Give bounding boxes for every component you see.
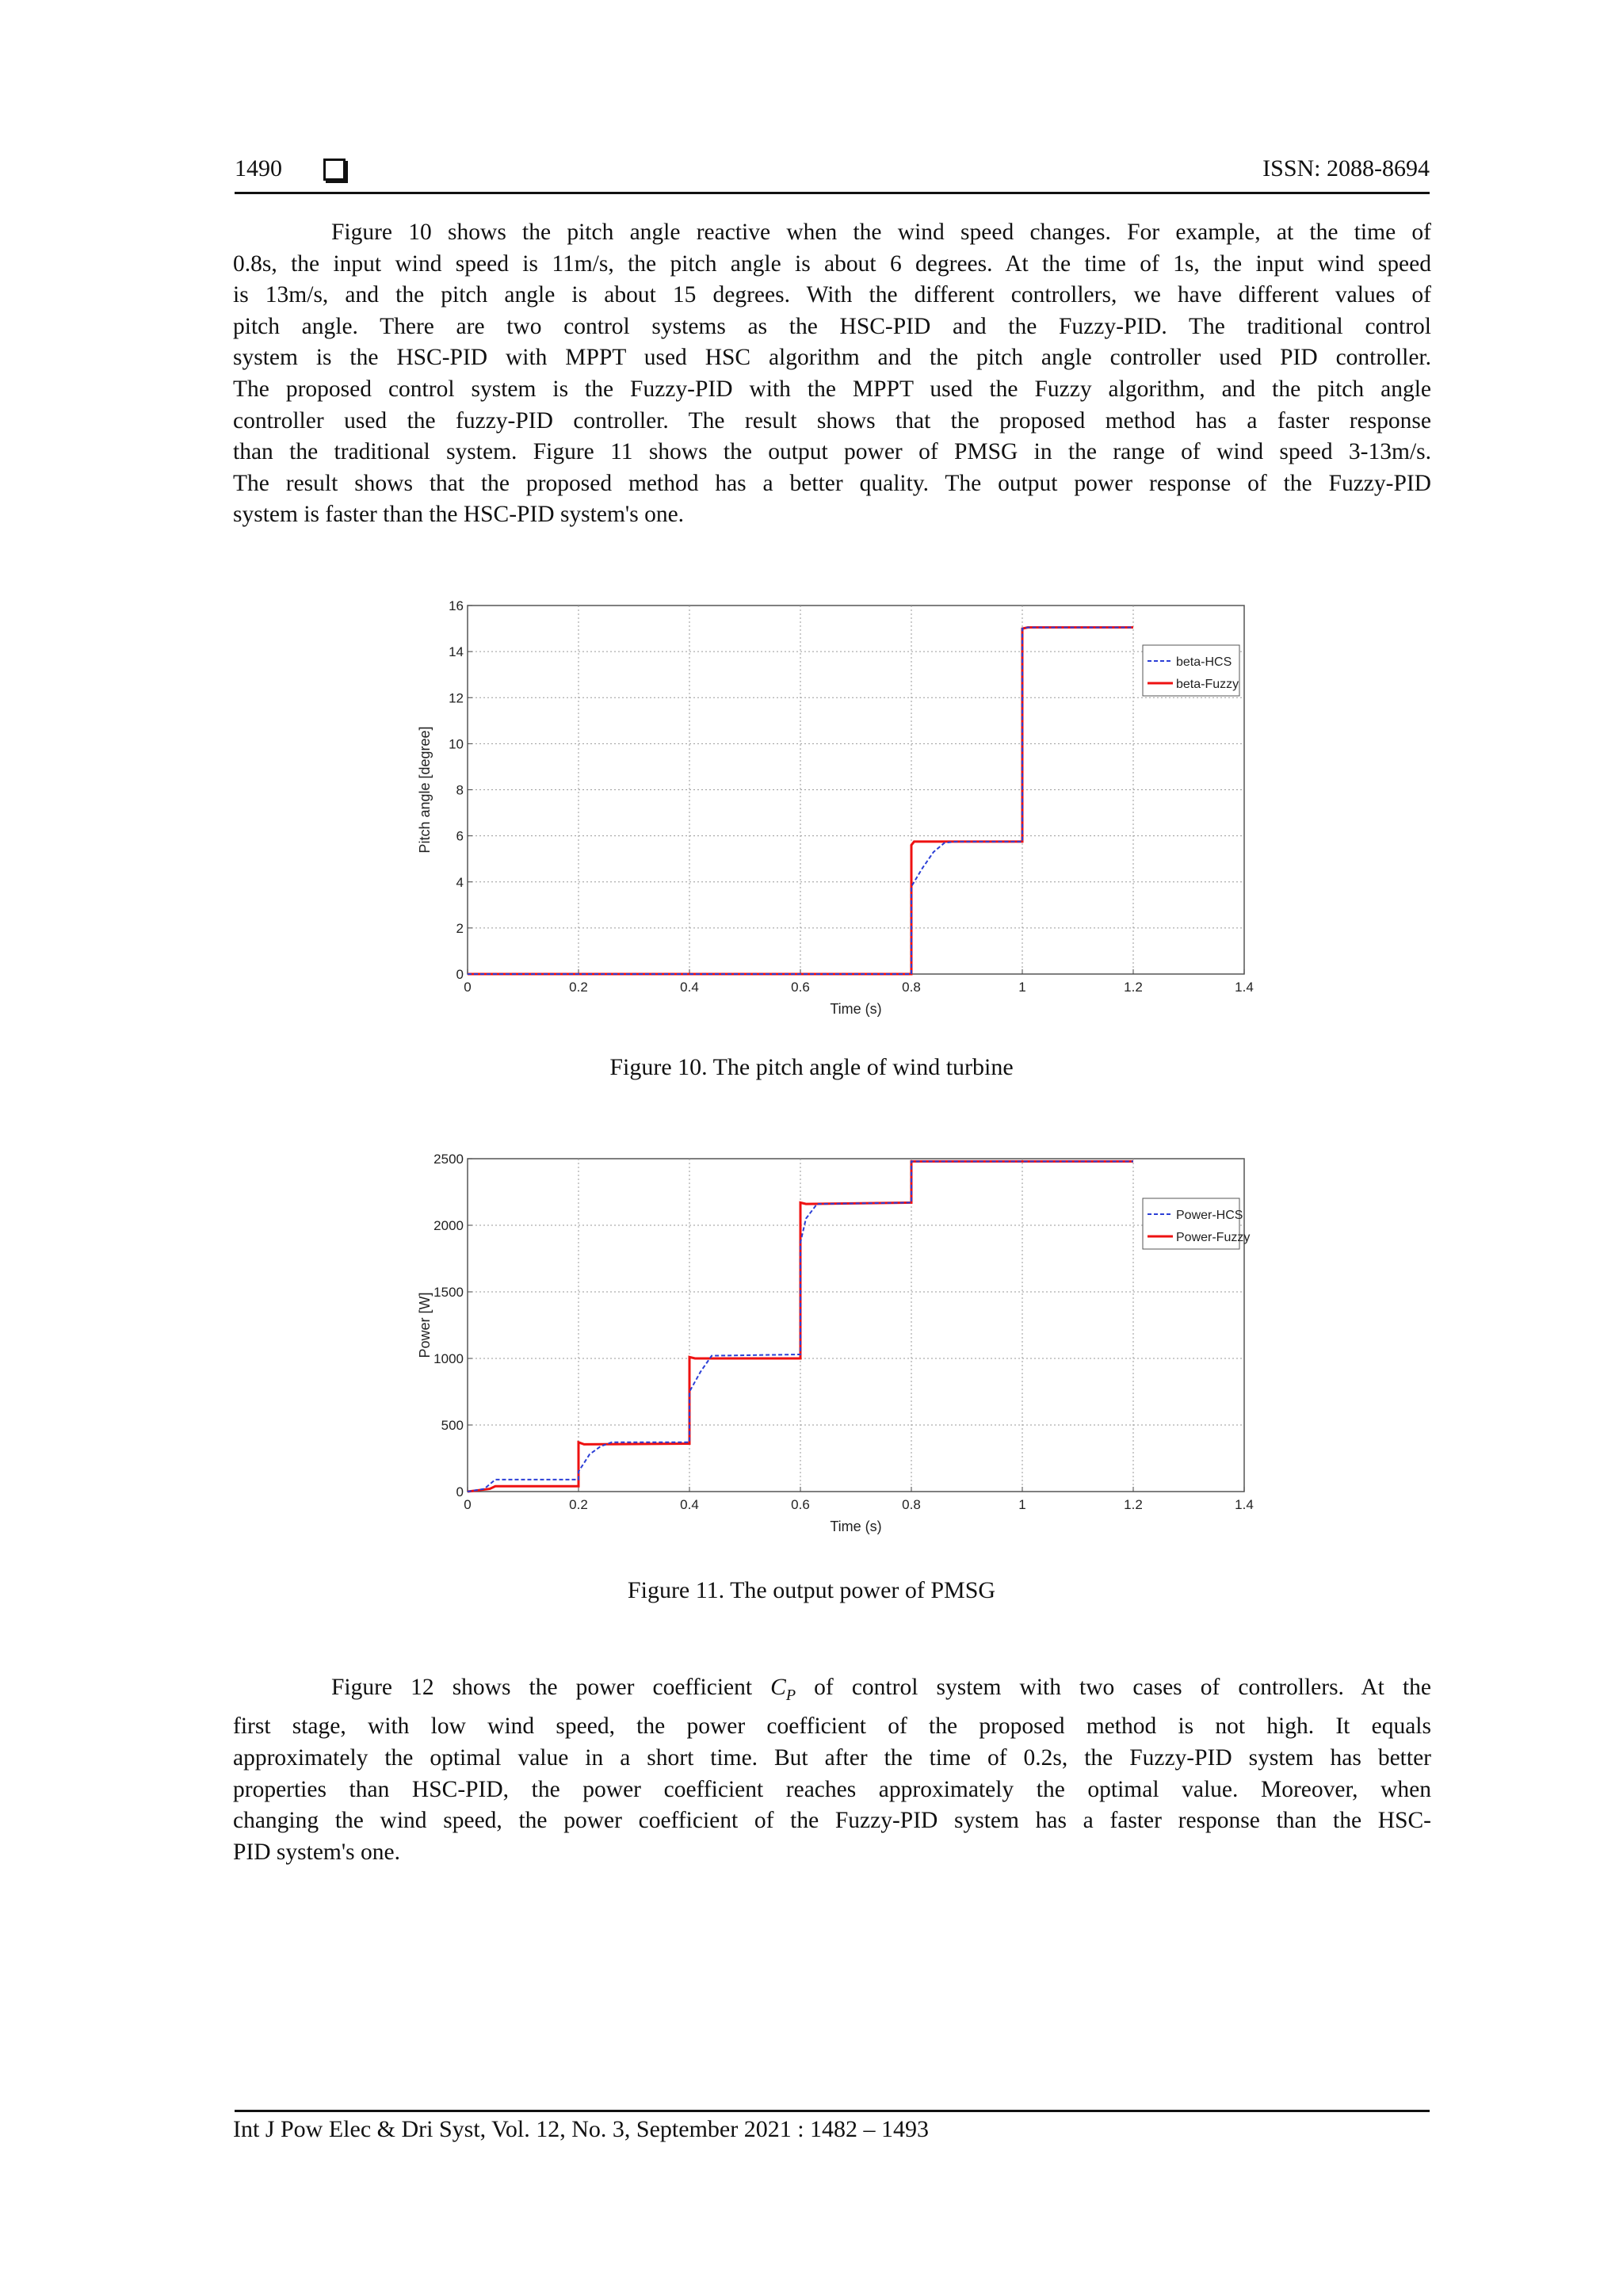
figure-10-chart	[412, 594, 1260, 1022]
figure-11-chart	[412, 1133, 1260, 1545]
y-tick-label: 6	[456, 828, 464, 844]
y-tick-label: 4	[456, 874, 464, 890]
x-tick-label: 0.2	[569, 1497, 588, 1512]
legend-label: beta-HCS	[1176, 655, 1232, 669]
x-tick-label: 0.2	[569, 980, 588, 995]
y-tick-label: 1500	[433, 1285, 464, 1300]
chart-legend	[1143, 1198, 1250, 1249]
paragraph-line: system is the HSC-PID with MPPT used HSC algorithm and the pitch angle controller used PID controller.	[233, 345, 1431, 371]
paragraph-2	[233, 1672, 1431, 1868]
paragraph-1	[233, 217, 1431, 531]
paragraph-line: first stage, with low wind speed, the power coefficient of the proposed method is not high. It equals	[233, 1713, 1431, 1740]
x-tick-label: 1.2	[1124, 1497, 1143, 1512]
y-tick-label: 16	[449, 598, 464, 613]
plot-area	[468, 1159, 1244, 1492]
paragraph-line: The proposed control system is the Fuzzy-PID with the MPPT used the Fuzzy algorithm, and the pitch angle	[233, 376, 1431, 402]
y-tick-label: 0	[456, 1484, 464, 1499]
issn-label: ISSN: 2088-8694	[1262, 155, 1430, 181]
y-axis-label: Power [W]	[417, 1292, 433, 1358]
footer-rule	[235, 2110, 1430, 2112]
y-tick-label: 8	[456, 782, 464, 798]
paragraph-line: Figure 10 shows the pitch angle reactive when the wind speed changes. For example, at the time of	[331, 220, 1431, 245]
x-axis-label: Time (s)	[830, 1519, 882, 1534]
x-tick-label: 1.4	[1235, 1497, 1254, 1512]
paragraph-line: is 13m/s, and the pitch angle is about 15 degrees. With the different controllers, we have different values of	[233, 282, 1431, 308]
x-tick-label: 1.2	[1124, 980, 1143, 995]
paragraph-line: 0.8s, the input wind speed is 11m/s, the pitch angle is about 6 degrees. At the time of 1s, the input wind speed	[233, 250, 1431, 277]
paragraph-text: Figure 12 shows the power coefficient	[331, 1675, 753, 1700]
cp-symbol: $C_P$	[770, 1675, 796, 1704]
paragraph-line: properties than HSC-PID, the power coefficient reaches approximately the optimal value. Moreover, when	[233, 1776, 1431, 1802]
paragraph-line: The result shows that the proposed method has a better quality. The output power response of the Fuzzy-PID	[233, 470, 1431, 496]
paragraph-line	[233, 1672, 1431, 1711]
x-tick-label: 0.6	[791, 1497, 810, 1512]
y-tick-label: 10	[449, 736, 464, 752]
x-tick-label: 1	[1018, 980, 1026, 995]
y-tick-label: 1000	[433, 1351, 464, 1366]
figure-11-caption: Figure 11. The output power of PMSG	[627, 1577, 996, 1603]
paragraph-line: PID system's one.	[233, 1839, 400, 1865]
x-tick-label: 0.4	[680, 980, 699, 995]
paragraph-line: pitch angle. There are two control systems as the HSC-PID and the Fuzzy-PID. The traditional control	[233, 313, 1431, 339]
legend-label: Power-Fuzzy	[1176, 1231, 1251, 1244]
paragraph-line: system is faster than the HSC-PID system's one.	[233, 502, 685, 528]
legend-label: beta-Fuzzy	[1176, 678, 1239, 691]
y-axis-label: Pitch angle [degree]	[417, 726, 433, 854]
paragraph-line: approximately the optimal value in a short time. But after the time of 0.2s, the Fuzzy-PID system has better	[233, 1745, 1431, 1771]
page-header	[235, 155, 1430, 192]
paragraph-line: controller used the fuzzy-PID controller. The result shows that the proposed method has a faster response	[233, 407, 1431, 434]
legend-label: Power-HCS	[1176, 1209, 1243, 1222]
x-tick-label: 0.4	[680, 1497, 699, 1512]
y-tick-label: 0	[456, 967, 464, 982]
x-axis-label: Time (s)	[830, 1001, 882, 1017]
header-rule	[235, 192, 1430, 194]
x-tick-label: 0.8	[902, 980, 921, 995]
footer-citation: Int J Pow Elec & Dri Syst, Vol. 12, No. 3, September 2021 : 1482 – 1493	[233, 2116, 930, 2142]
box-icon	[323, 159, 346, 181]
x-tick-label: 0	[464, 980, 472, 995]
paragraph-line: than the traditional system. Figure 11 shows the output power of PMSG in the range of wind speed 3-13m/s.	[233, 439, 1431, 465]
paragraph-line: changing the wind speed, the power coefficient of the Fuzzy-PID system has a faster response than the HSC-	[233, 1808, 1431, 1834]
page-number: 1490	[235, 155, 282, 181]
y-tick-label: 500	[441, 1418, 464, 1433]
y-tick-label: 2500	[433, 1152, 464, 1167]
x-tick-label: 1.4	[1235, 980, 1254, 995]
x-tick-label: 0.6	[791, 980, 810, 995]
y-tick-label: 2	[456, 920, 464, 936]
y-tick-label: 12	[449, 690, 464, 706]
figure-10-caption: Figure 10. The pitch angle of wind turbine	[609, 1054, 1014, 1080]
paragraph-text: of control system with two cases of controllers. At the	[814, 1675, 1432, 1700]
x-tick-label: 1	[1018, 1497, 1026, 1512]
y-tick-label: 14	[449, 644, 464, 660]
y-tick-label: 2000	[433, 1218, 464, 1233]
x-tick-label: 0	[464, 1497, 472, 1512]
x-tick-label: 0.8	[902, 1497, 921, 1512]
chart-legend	[1143, 645, 1239, 696]
